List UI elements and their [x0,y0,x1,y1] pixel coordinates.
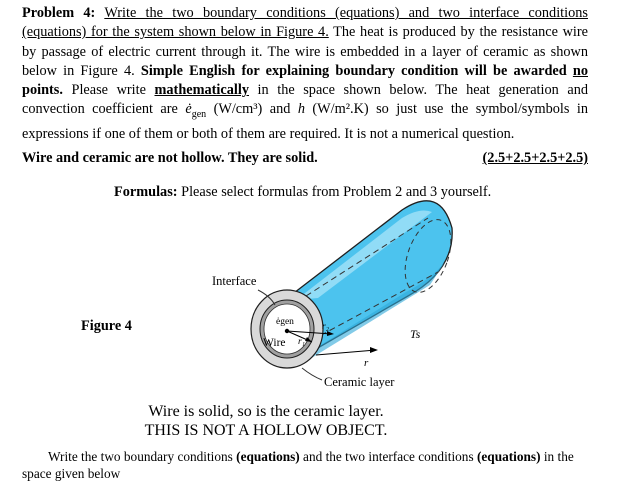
bonus-text: Simple English for explaining boundary condition will be awarded [140,62,573,79]
problem-text-c: in the space shown below. The heat generation and convection coefficient are [22,82,588,118]
mathematically-word: mathematically [154,82,249,99]
solid-note-large: Wire is solid, so is the ceramic layer. [148,403,384,420]
points-breakdown: (2.5+2.5+2.5+2.5) [482,150,588,166]
bottom-eq-1: (equations) [236,449,300,464]
not-hollow-note: THIS IS NOT A HOLLOW OBJECT. [144,422,388,439]
bonus-points: points. [22,82,63,99]
egen-label: ėgen [276,317,294,327]
egen-subscript: gen [191,109,207,121]
bottom-text-e: in the space given below [22,449,574,481]
ts-label: Ts [410,327,421,341]
formulas-text: Please select formulas from Problem 2 and 3 yourself. [177,184,492,200]
bottom-instruction [22,448,588,482]
bottom-eq-2: (equations) [476,449,541,464]
problem-task: Write the two boundary conditions (equations) and two interface conditions (equations) for the system shown below in Figure 4. [22,5,588,41]
wire-label: Wire [263,337,286,349]
problem-text-a: The heat is produced by the resistance wire by passage of electric current through it. The wire is embedded in a layer of ceramic as shown below in Figure 4. [22,24,588,79]
figure-label: Figure 4 [81,318,132,334]
interface-label: Interface [212,274,257,288]
formulas-label: Formulas: [114,184,178,200]
egen-symbol: ė [185,101,192,118]
r2-label: r₂ [322,322,329,332]
h-symbol: h [297,101,305,118]
solid-note: Wire and ceramic are not hollow. They are solid. [22,150,318,166]
ceramic-label: Ceramic layer [324,375,395,389]
r-label: r [364,357,369,369]
problem-text-b: Please write [62,82,155,99]
r1-label: r₁ [298,337,305,347]
r-arrowhead [370,347,378,353]
bottom-text-a: Write the two boundary conditions [48,449,237,464]
bottom-text-c: and the two interface conditions [299,449,477,464]
h-units: (W/m².K) so just use the symbol/symbols in expressions if one of them or both of them are required. It is not a numerical question. [22,101,589,142]
ceramic-leader [302,368,322,380]
r-arrow [316,350,376,355]
problem-label: Problem 4: [22,5,96,21]
bonus-no: no [572,62,588,79]
egen-units: (W/cm³) and [206,101,298,118]
